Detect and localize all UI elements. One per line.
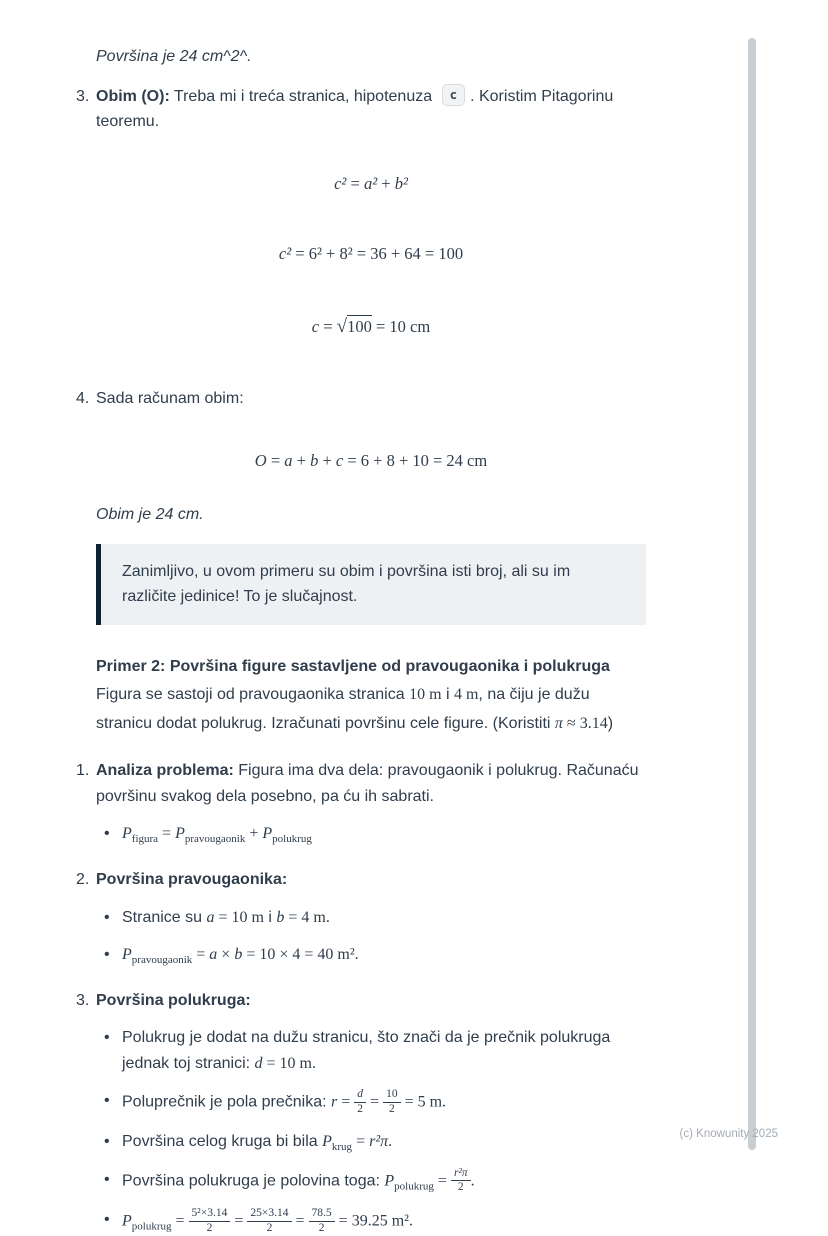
math-segment: 10 m xyxy=(409,686,442,704)
math-segment: O xyxy=(254,450,267,470)
math-segment: = xyxy=(230,1212,248,1230)
step-text: Figura ima dva dela: pravougaonik i polukrug. Računaću površinu svakog dela posebno, pa ću ih sabrati. xyxy=(96,762,639,805)
bullet-semicircle-result xyxy=(96,1207,646,1236)
primer2-title: Primer 2: Površina figure sastavljene od pravougaonika i polukruga xyxy=(96,657,610,675)
bullet-dot: • xyxy=(104,1092,110,1110)
math-segment: = xyxy=(192,946,210,964)
math-segment: = xyxy=(291,1212,309,1230)
step-label: Obim (O): xyxy=(96,87,170,105)
primer2-text: i xyxy=(441,686,454,704)
math-segment: + xyxy=(292,450,311,470)
bullet-dot: • xyxy=(104,908,110,926)
math-segment: + xyxy=(318,450,336,470)
math-segment: a xyxy=(284,450,293,470)
list-number: 3. xyxy=(76,991,90,1009)
bullet-full-circle xyxy=(96,1129,646,1155)
fraction-denominator: 2 xyxy=(309,1221,335,1236)
math-segment: P xyxy=(322,1133,332,1151)
list-item-step-3 xyxy=(76,84,646,135)
math-subscript: polukrug xyxy=(394,1180,434,1193)
math-segment: = 5 m. xyxy=(400,1094,447,1111)
equation-perimeter xyxy=(96,448,646,474)
math-segment: P xyxy=(122,946,132,964)
bullet-text: Stranice su xyxy=(122,908,207,926)
bullet-diameter xyxy=(96,1025,646,1076)
math-segment: = 6 + 8 + 10 = 24 cm xyxy=(343,450,488,470)
fraction xyxy=(247,1207,291,1236)
math-segment: P xyxy=(384,1172,395,1190)
math-segment: = xyxy=(366,1094,384,1111)
math-subscript: figura xyxy=(131,833,159,846)
math-segment: = xyxy=(352,1133,370,1151)
math-segment: = xyxy=(171,1212,189,1230)
math-segment: a xyxy=(209,946,218,964)
list-number: 1. xyxy=(76,762,90,780)
fraction-numerator: 5²×3.14 xyxy=(191,1207,228,1220)
scrollbar-thumb[interactable] xyxy=(748,38,756,1150)
math-segment: P xyxy=(175,825,185,843)
math-segment: = 4 m. xyxy=(284,908,330,926)
list-number: 2. xyxy=(76,870,90,888)
math-subscript: pravougaonik xyxy=(131,954,193,967)
math-segment: = 10 m xyxy=(214,908,264,926)
math-segment: 4 m xyxy=(453,686,479,704)
list-item-rectangle-area xyxy=(76,867,646,968)
list-item-semicircle-area xyxy=(76,988,646,1236)
math-segment: P xyxy=(122,1212,132,1230)
bullet-sides xyxy=(96,905,646,931)
fraction-denominator: 2 xyxy=(354,1102,366,1117)
math-segment: c xyxy=(335,450,344,470)
math-segment: P xyxy=(122,825,132,843)
fraction-denominator: 2 xyxy=(247,1221,291,1236)
math-segment: × xyxy=(217,946,235,964)
primer2-paragraph xyxy=(96,653,646,738)
step-text: Sada računam obim: xyxy=(96,389,244,407)
equation-pythagoras xyxy=(96,171,646,197)
bullet-text: Površina celog kruga bi bila xyxy=(122,1133,323,1151)
fraction-numerator: 78.5 xyxy=(311,1207,332,1220)
math-segment: c² xyxy=(278,244,292,264)
math-segment: r²π xyxy=(369,1133,389,1151)
equation-square-root xyxy=(96,312,646,342)
math-segment: c² xyxy=(334,173,347,193)
math-segment: = xyxy=(346,173,364,193)
callout-quote xyxy=(96,544,646,625)
fraction-denominator: 2 xyxy=(189,1221,231,1236)
fraction-denominator: 2 xyxy=(383,1102,401,1117)
fraction xyxy=(189,1207,231,1236)
math-segment: . xyxy=(470,1172,475,1190)
math-subscript: polukrug xyxy=(272,833,312,846)
math-segment: b² xyxy=(394,173,408,193)
list-number: 3. xyxy=(76,87,90,105)
math-segment: = xyxy=(158,825,176,843)
math-segment: = 10 × 4 = 40 m². xyxy=(242,946,359,964)
primer2-steps xyxy=(76,758,646,1236)
math-segment: b xyxy=(276,908,285,926)
math-segment: = 6² + 8² = 36 + 64 = 100 xyxy=(291,244,464,264)
fraction xyxy=(383,1088,401,1117)
math-segment: = xyxy=(337,1094,355,1111)
fraction xyxy=(354,1088,366,1117)
step-label: Analiza problema: xyxy=(96,762,234,780)
step-label: Površina polukruga: xyxy=(96,991,251,1009)
math-segment: = xyxy=(319,316,337,336)
bullet-formula-sum xyxy=(96,821,646,847)
math-segment: = 10 cm xyxy=(371,316,431,336)
area-result-note: Površina je 24 cm^2^. xyxy=(96,48,252,65)
list-item-step-4 xyxy=(76,386,646,412)
perimeter-result-note: Obim je 24 cm. xyxy=(96,505,204,523)
fraction xyxy=(309,1207,335,1236)
math-segment: π xyxy=(554,714,563,732)
bullet-dot: • xyxy=(104,1211,110,1229)
step-label: Površina pravougaonika: xyxy=(96,870,288,888)
list-item-analysis xyxy=(76,758,646,847)
primer2-text: , na čiju je dužu stranicu dodat polukrug. Izračunati površinu cele figure. (Koristiti xyxy=(96,686,590,732)
fraction-denominator: 2 xyxy=(451,1180,471,1195)
math-segment: a xyxy=(206,908,215,926)
fraction-numerator: 25×3.14 xyxy=(250,1207,289,1220)
math-segment: a² xyxy=(363,173,378,193)
bullet-radius xyxy=(96,1088,646,1117)
bullet-dot: • xyxy=(104,1029,110,1047)
bullet-dot: • xyxy=(104,946,110,964)
math-segment: r xyxy=(331,1094,338,1111)
bullet-text: Polukrug je dodat na dužu stranicu, što znači da je prečnik polukruga jednak toj stranici: xyxy=(122,1029,611,1072)
bullet-rectangle-formula xyxy=(96,942,646,968)
math-subscript: pravougaonik xyxy=(184,833,246,846)
bullet-dot: • xyxy=(104,1133,110,1151)
math-segment: = 39.25 m². xyxy=(334,1212,413,1230)
math-segment: d xyxy=(254,1054,263,1072)
document-content xyxy=(76,44,646,1236)
math-segment: + xyxy=(245,825,263,843)
primer2-text: Figura se sastoji od pravougaonika stranica xyxy=(96,686,410,704)
list-number: 4. xyxy=(76,389,90,407)
math-segment: P xyxy=(262,825,273,843)
fraction-numerator: r²π xyxy=(453,1166,468,1179)
step-text: Treba mi i treća stranica, hipotenuza xyxy=(169,87,437,105)
fraction-numerator: 10 xyxy=(386,1088,398,1101)
bullet-text: Poluprečnik je pola prečnika: xyxy=(122,1094,332,1111)
radical-sign-icon: √ xyxy=(336,315,348,337)
math-subscript: krug xyxy=(331,1141,353,1154)
equation-substitution xyxy=(96,241,646,267)
math-segment: c xyxy=(311,316,320,336)
bullet-dot: • xyxy=(104,1170,110,1188)
fraction-numerator: d xyxy=(357,1088,364,1101)
math-segment: . xyxy=(388,1133,393,1151)
math-segment: = xyxy=(433,1172,451,1190)
math-segment: ≈ 3.14 xyxy=(562,714,608,732)
math-segment: = 10 m. xyxy=(262,1054,316,1072)
bullet-text: Površina polukruga je polovina toga: xyxy=(122,1172,385,1190)
math-segment: b xyxy=(310,450,319,470)
inline-code-chip: c xyxy=(442,84,466,106)
radicand: 100 xyxy=(347,316,372,336)
math-segment: + xyxy=(377,173,395,193)
math-segment: = xyxy=(266,450,285,470)
primer2-text: ) xyxy=(607,714,614,732)
step-text: . Koristim Pitagorinu teoremu. xyxy=(96,87,614,131)
callout-text: Zanimljivo, u ovom primeru su obim i površina isti broj, ali su im različite jedinice! To je slučajnost. xyxy=(122,562,571,606)
math-subscript: polukrug xyxy=(131,1220,172,1233)
bullet-text: i xyxy=(263,908,277,926)
bullet-dot: • xyxy=(104,825,110,843)
footer-credit: (c) Knowunity 2025 xyxy=(679,1128,778,1140)
math-segment: b xyxy=(234,946,243,964)
